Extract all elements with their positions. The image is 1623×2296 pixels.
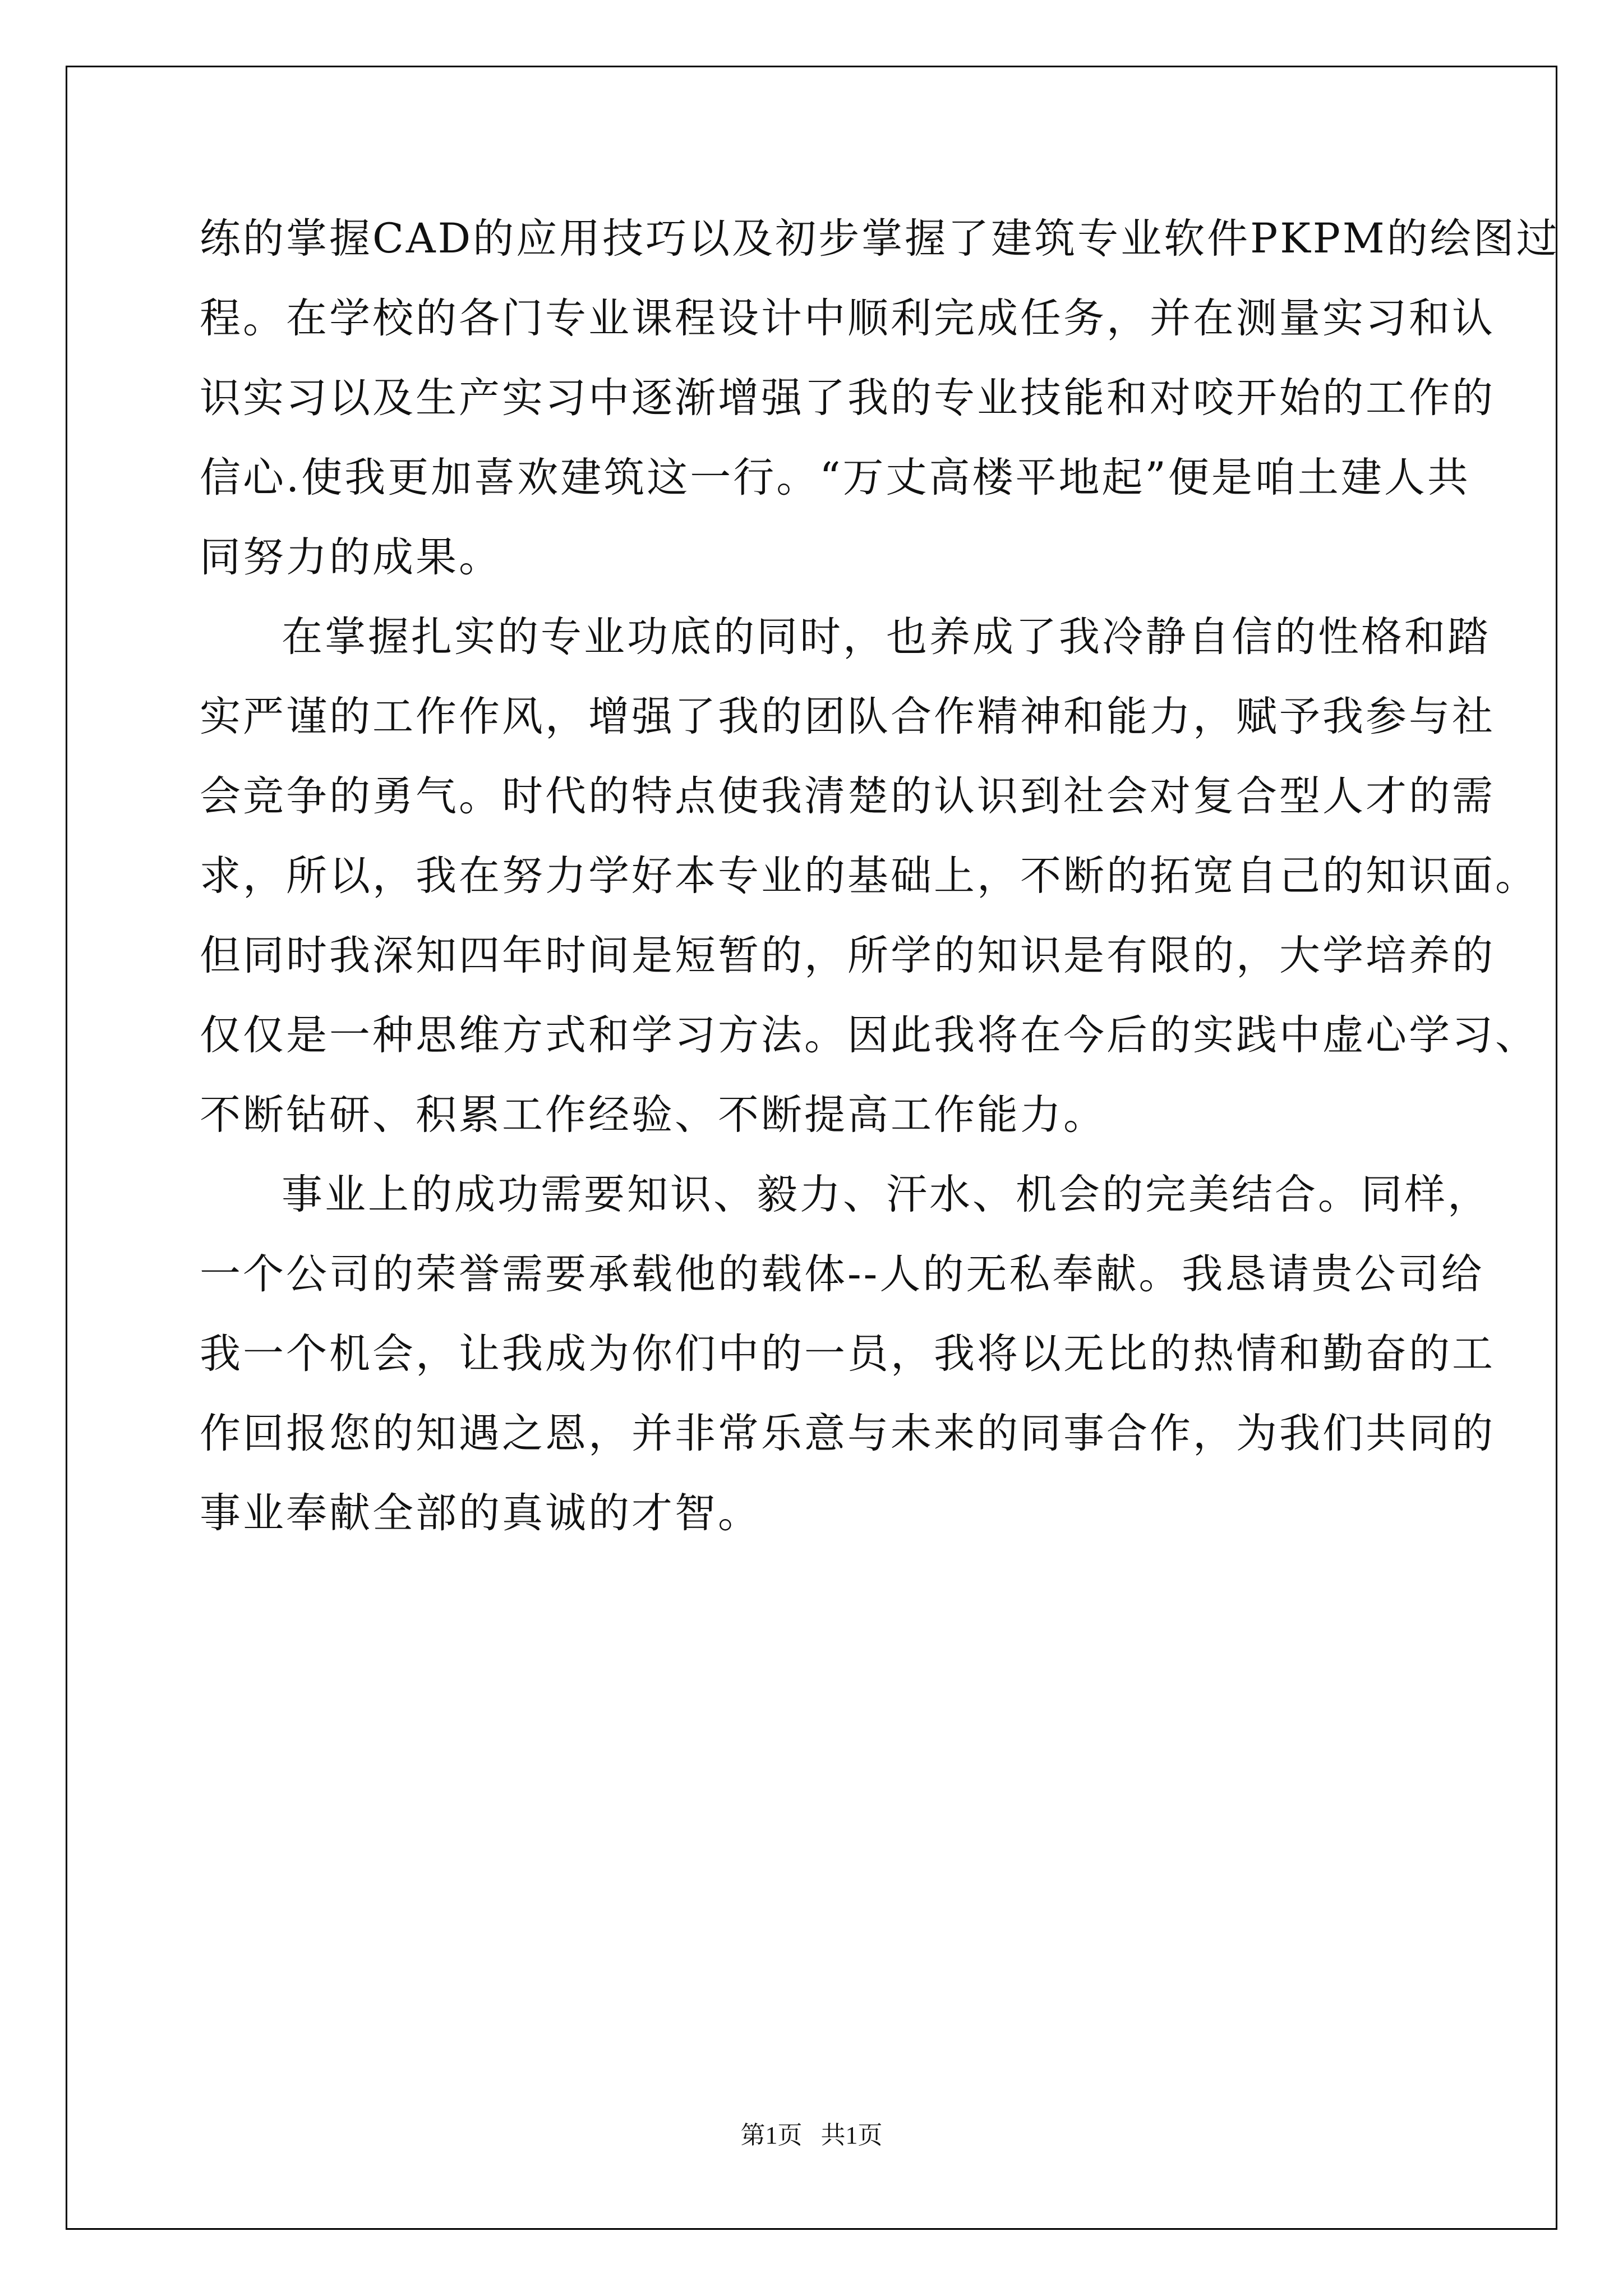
text-line: 信心.使我更加喜欢建筑这一行。“万丈高楼平地起”便是咱土建人共 [200,454,1470,501]
text-line: 但同时我深知四年时间是短暂的，所学的知识是有限的，大学培养的 [200,932,1495,979]
paragraph-start-line: 事业上的成功需要知识、毅力、汗水、机会的完美结合。同样， [282,1171,1491,1218]
document-body [200,199,1560,1553]
paragraph-start-line: 在掌握扎实的专业功底的同时，也养成了我冷静自信的性格和踏 [282,613,1491,661]
text-line: 不断钻研、积累工作经验、不断提高工作能力。 [200,1091,1106,1139]
text-line: 同努力的成果。 [200,533,502,581]
text-line: 会竞争的勇气。时代的特点使我清楚的认识到社会对复合型人才的需 [200,772,1495,820]
text-line: 练的掌握CAD的应用技巧以及初步掌握了建筑专业软件PKPM的绘图过 [200,215,1560,263]
text-line: 程。在学校的各门专业课程设计中顺利完成任务，并在测量实习和认 [200,295,1495,342]
text-line: 实严谨的工作作风，增强了我的团队合作精神和能力，赋予我参与社 [200,693,1495,740]
text-line: 识实习以及生产实习中逐渐增强了我的专业技能和对咬开始的工作的 [200,374,1495,422]
text-line: 仅仅是一种思维方式和学习方法。因此我将在今后的实践中虚心学习、 [200,1011,1538,1059]
text-line: 事业奉献全部的真诚的才智。 [200,1489,761,1537]
text-line: 一个公司的荣誉需要承载他的载体--人的无私奉献。我恳请贵公司给 [200,1250,1484,1298]
text-line: 作回报您的知遇之恩，并非常乐意与未来的同事合作，为我们共同的 [200,1410,1495,1457]
text-line: 求，所以，我在努力学好本专业的基础上，不断的拓宽自己的知识面。 [200,852,1538,900]
text-line: 我一个机会，让我成为你们中的一员，我将以无比的热情和勤奋的工 [200,1330,1495,1378]
page-number-footer: 第1页 共1页 [740,2122,883,2149]
